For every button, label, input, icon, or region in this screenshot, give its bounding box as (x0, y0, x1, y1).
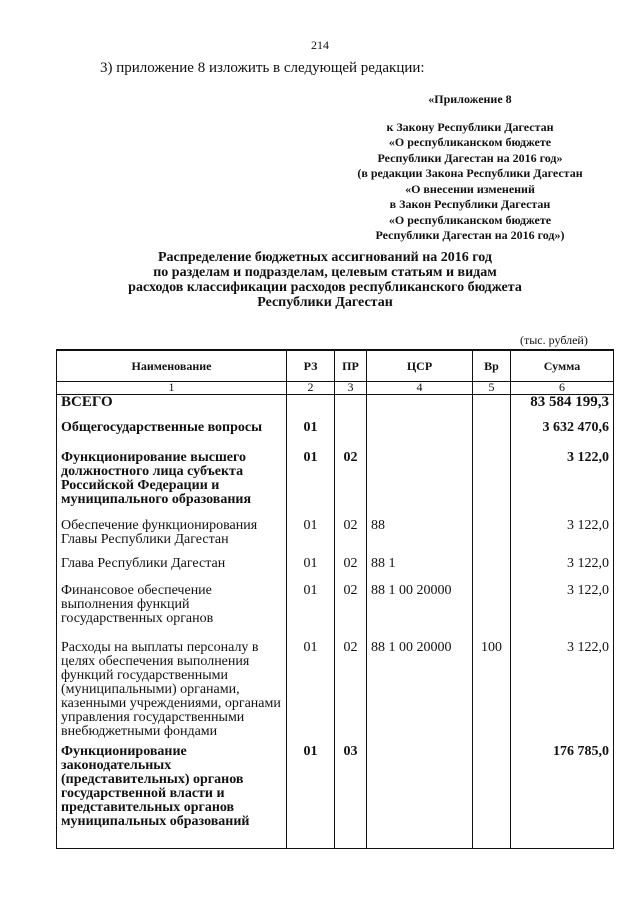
table-row (57, 557, 614, 584)
row-sum: 3 122,0 (511, 451, 614, 519)
row-name: Общегосударственные вопросы (57, 421, 287, 451)
row-csr (367, 421, 473, 451)
appendix-line: «О республиканском бюджете (388, 135, 552, 149)
col-number: 3 (335, 382, 367, 395)
row-pr: 02 (335, 519, 367, 557)
row-vr (473, 557, 511, 584)
col-number: 5 (473, 382, 511, 395)
row-vr (473, 584, 511, 641)
row-sum: 3 632 470,6 (511, 421, 614, 451)
appendix-header (330, 92, 610, 244)
unit-label: (тыс. рублей) (520, 333, 588, 347)
row-sum: 3 122,0 (511, 584, 614, 641)
col-number: 2 (287, 382, 335, 395)
appendix-line: «Приложение 8 (428, 92, 512, 106)
row-csr: 88 (367, 519, 473, 557)
table-row (57, 519, 614, 557)
appendix-line: Республики Дагестан на 2016 год» (377, 150, 563, 165)
row-rz: 01 (287, 745, 335, 849)
row-pr: 02 (335, 557, 367, 584)
budget-table (56, 349, 614, 849)
row-vr: 100 (473, 641, 511, 745)
row-csr: 88 1 00 20000 (367, 584, 473, 641)
row-csr (367, 745, 473, 849)
col-number: 4 (367, 382, 473, 395)
header-vr: Вр (473, 350, 511, 382)
col-number: 6 (511, 382, 614, 395)
header-name: Наименование (57, 350, 287, 382)
row-sum: 3 122,0 (511, 641, 614, 745)
document-title (90, 250, 560, 310)
table-row (57, 395, 614, 421)
appendix-line: «О внесении изменений (405, 181, 535, 196)
page-number: 214 (311, 38, 329, 52)
title-line: расходов классификации расходов республиканского бюджета (128, 280, 522, 295)
row-pr: 02 (335, 641, 367, 745)
row-rz: 01 (287, 557, 335, 584)
title-line: Республики Дагестан (257, 295, 393, 310)
row-rz: 01 (287, 584, 335, 641)
row-pr: 02 (335, 451, 367, 519)
appendix-line: «О республиканском бюджете (388, 212, 552, 227)
row-csr: 88 1 (367, 557, 473, 584)
table-row (57, 641, 614, 745)
row-name: Функционирование высшего должностного лица субъекта Российской Федерации и муниципального образования (57, 451, 287, 519)
row-name: Глава Республики Дагестан (57, 557, 287, 584)
row-pr (335, 395, 367, 421)
row-name: ВСЕГО (57, 395, 287, 421)
row-pr: 03 (335, 745, 367, 849)
appendix-line: Республики Дагестан на 2016 год») (375, 228, 565, 242)
appendix-line: в Закон Республики Дагестан (389, 197, 551, 211)
row-rz: 01 (287, 451, 335, 519)
row-sum: 3 122,0 (511, 519, 614, 557)
row-pr (335, 421, 367, 451)
row-vr (473, 451, 511, 519)
title-line: Распределение бюджетных ассигнований на 2016 год (158, 250, 492, 265)
row-sum: 3 122,0 (511, 557, 614, 584)
appendix-line: к Закону Республики Дагестан (386, 119, 554, 134)
row-rz: 01 (287, 421, 335, 451)
row-csr (367, 395, 473, 421)
col-number: 1 (57, 382, 287, 395)
header-rz: РЗ (287, 350, 335, 382)
header-sum: Сумма (511, 350, 614, 382)
row-name: Обеспечение функционирования Главы Республики Дагестан (57, 519, 287, 557)
table-row (57, 584, 614, 641)
row-rz: 01 (287, 519, 335, 557)
row-vr (473, 421, 511, 451)
row-vr (473, 745, 511, 849)
appendix-line: (в редакции Закона Республики Дагестан (357, 166, 583, 180)
row-csr (367, 451, 473, 519)
table-row (57, 421, 614, 451)
table-row (57, 745, 614, 849)
row-sum: 83 584 199,3 (511, 395, 614, 421)
row-name: Финансовое обеспечение выполнения функций государственных органов (57, 584, 287, 641)
row-rz (287, 395, 335, 421)
title-line: по разделам и подразделам, целевым статьям и видам (153, 265, 497, 280)
row-pr: 02 (335, 584, 367, 641)
row-rz: 01 (287, 641, 335, 745)
header-csr: ЦСР (367, 350, 473, 382)
row-csr: 88 1 00 20000 (367, 641, 473, 745)
row-vr (473, 519, 511, 557)
row-name: Функционирование законодательных (представительных) органов государственной власти и представительных органов муниципальных образований (57, 745, 287, 849)
header-pr: ПР (335, 350, 367, 382)
row-sum: 176 785,0 (511, 745, 614, 849)
row-name: Расходы на выплаты персоналу в целях обеспечения выполнения функций государственными (муниципальными) органами, казенными учреждениями, органами управления государственными внебюджетными фондами (57, 641, 287, 745)
intro-text: 3) приложение 8 изложить в следующей редакции: (100, 60, 425, 76)
table-row (57, 451, 614, 519)
row-vr (473, 395, 511, 421)
